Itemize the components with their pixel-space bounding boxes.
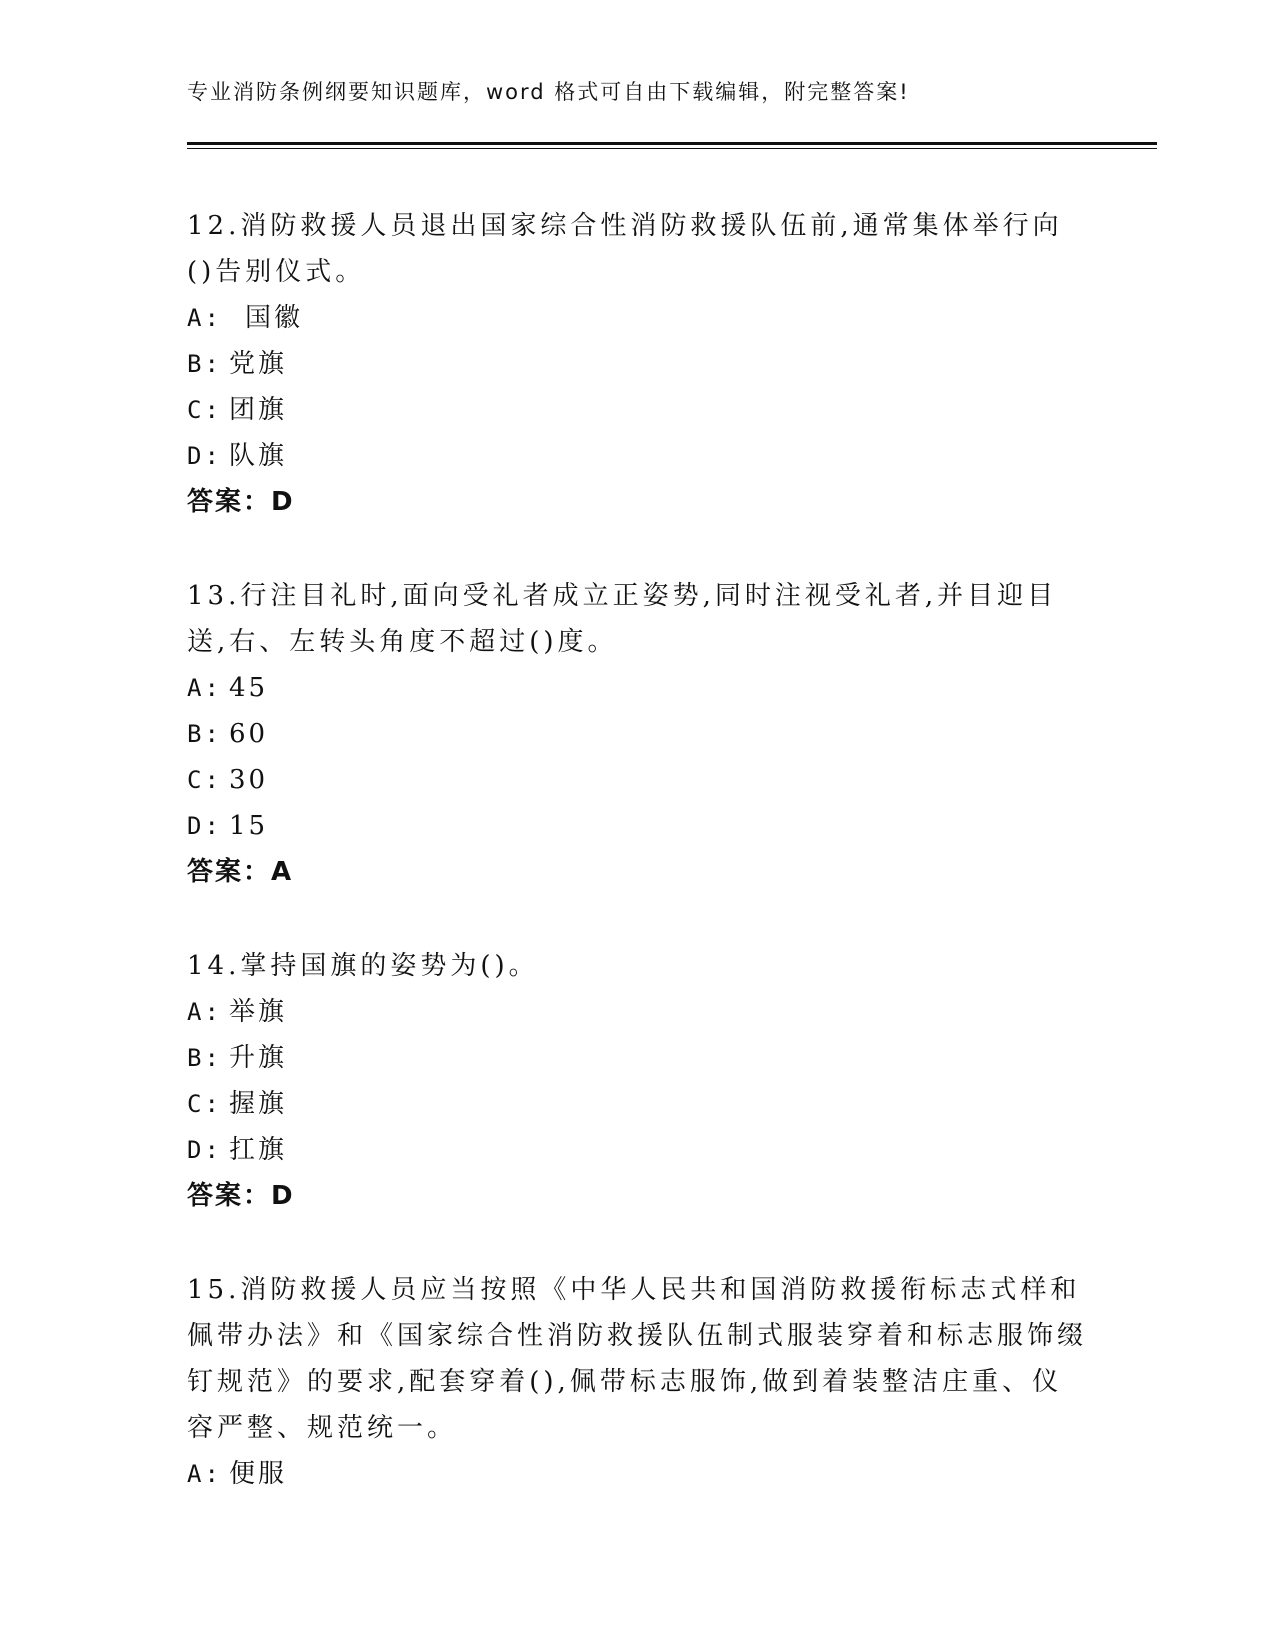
question-list <box>187 203 1087 1545</box>
option-text: 45 <box>229 673 269 703</box>
option-text: 团旗 <box>229 395 288 425</box>
option-text: 30 <box>229 765 269 795</box>
option-text: 握旗 <box>229 1089 288 1119</box>
header-divider-thick <box>187 142 1157 145</box>
question-stem: 15.消防救援人员应当按照《中华人民共和国消防救援衔标志式样和佩带办法》和《国家综合性消防救援队伍制式服装穿着和标志服饰缀钉规范》的要求,配套穿着(),佩带标志服饰,做到着装整洁庄重、仪容严整、规范统一。 <box>187 1275 1088 1443</box>
option-letter: D: <box>187 812 222 840</box>
option-d <box>187 433 1087 479</box>
option-a <box>187 665 1087 711</box>
header-divider-thin <box>187 148 1157 149</box>
option-letter: B: <box>187 350 222 378</box>
option-letter: B: <box>187 720 222 748</box>
option-text: 升旗 <box>229 1043 288 1073</box>
option-letter: B: <box>187 1044 222 1072</box>
option-letter: D: <box>187 442 222 470</box>
option-letter: C: <box>187 766 222 794</box>
option-letter: A: <box>187 674 222 702</box>
question-stem: 13.行注目礼时,面向受礼者成立正姿势,同时注视受礼者,并目迎目送,右、左转头角度不超过()度。 <box>187 581 1058 657</box>
option-letter: D: <box>187 1136 222 1164</box>
question-12 <box>187 203 1087 525</box>
question-stem: 14.掌持国旗的姿势为()。 <box>187 951 539 981</box>
option-text: 60 <box>229 719 269 749</box>
option-b <box>187 1035 1087 1081</box>
option-letter: A: <box>187 1460 222 1488</box>
option-a <box>187 1451 1087 1497</box>
option-letter: C: <box>187 396 222 424</box>
option-c <box>187 1081 1087 1127</box>
question-stem: 12.消防救援人员退出国家综合性消防救援队伍前,通常集体举行向()告别仪式。 <box>187 211 1063 287</box>
question-15 <box>187 1267 1087 1497</box>
option-text: 队旗 <box>229 441 288 471</box>
option-b <box>187 341 1087 387</box>
option-text: 举旗 <box>229 997 288 1027</box>
option-a <box>187 295 1087 341</box>
answer-line: 答案：A <box>187 857 294 887</box>
question-13 <box>187 573 1087 895</box>
option-c <box>187 757 1087 803</box>
option-letter: A: <box>187 998 222 1026</box>
option-text: 15 <box>229 811 269 841</box>
option-d <box>187 1127 1087 1173</box>
option-letter: C: <box>187 1090 222 1118</box>
option-b <box>187 711 1087 757</box>
question-14 <box>187 943 1087 1219</box>
option-text: 国徽 <box>245 303 304 333</box>
answer-line: 答案：D <box>187 1181 295 1211</box>
option-text: 党旗 <box>229 349 288 379</box>
option-a <box>187 989 1087 1035</box>
answer-line: 答案：D <box>187 487 295 517</box>
option-c <box>187 387 1087 433</box>
document-header: 专业消防条例纲要知识题库，word 格式可自由下载编辑，附完整答案! <box>187 80 910 104</box>
option-text: 便服 <box>229 1459 288 1489</box>
option-letter: A: <box>187 304 222 332</box>
option-text: 扛旗 <box>229 1135 288 1165</box>
option-d <box>187 803 1087 849</box>
